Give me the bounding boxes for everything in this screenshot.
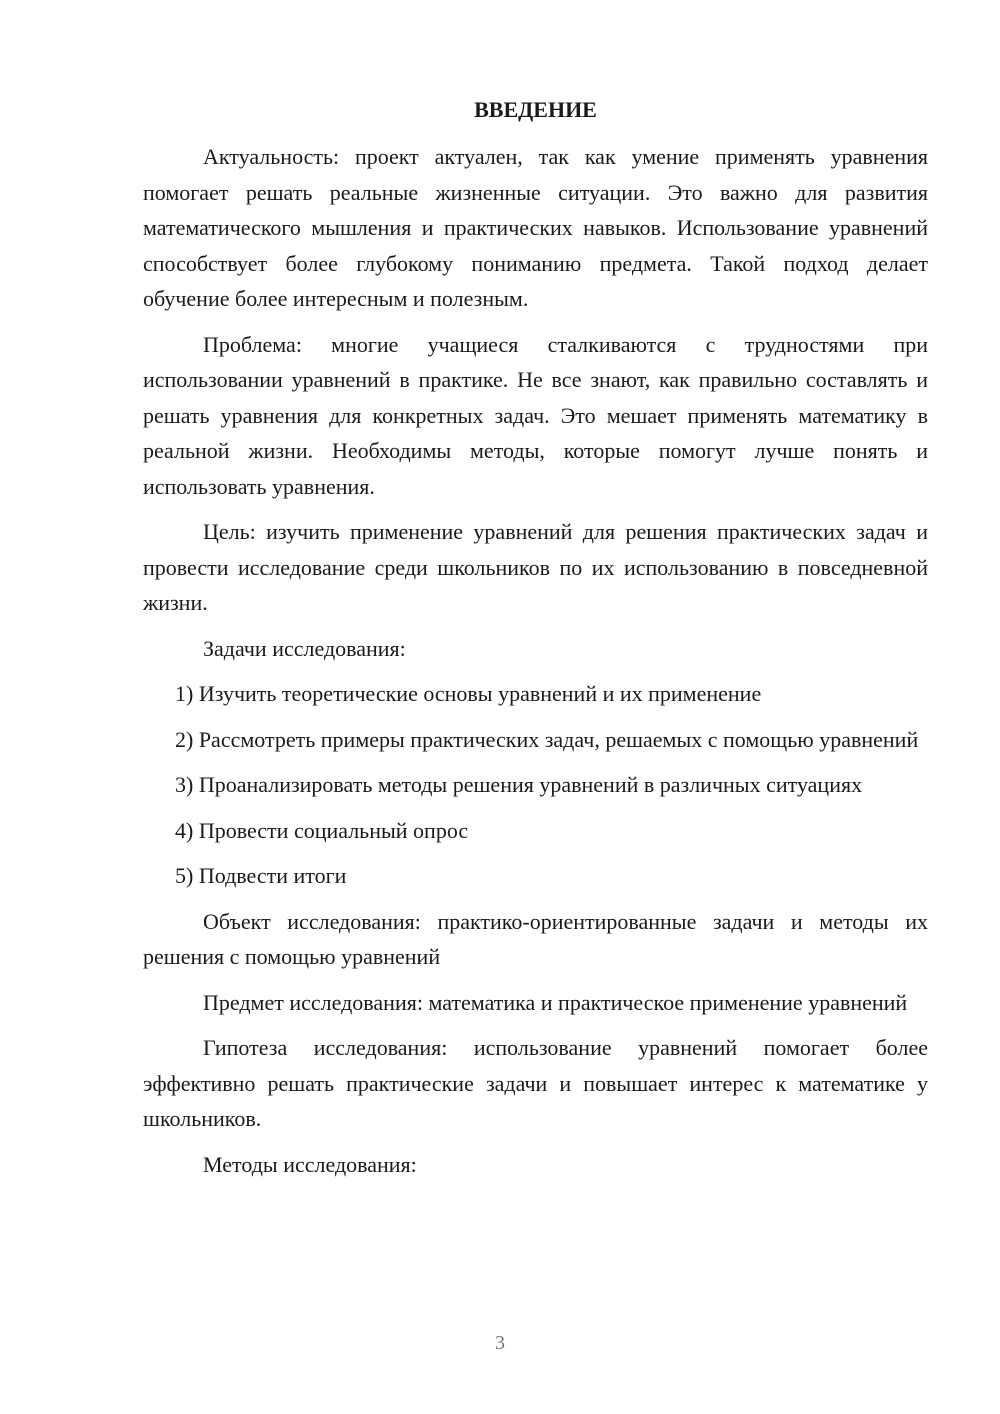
task-item-4: 4) Провести социальный опрос (175, 817, 469, 843)
task-item-5: 5) Подвести итоги (175, 863, 347, 888)
task-item-3: 3) Проанализировать методы решения уравнений в различных ситуациях (175, 772, 863, 797)
relevance-paragraph: Актуальность: проект актуален, так как умение применять уравнения помогает решать реальные жизненные ситуации. Это важно для развития математического мышления и практических навыков. Использование уравнений способствует более глубокому пониманию предмета. Такой подход делает обучение более интересным и полезным. (143, 144, 928, 311)
page-number: 3 (495, 1332, 505, 1354)
task-item-2: 2) Рассмотреть примеры практических задач, решаемых с помощью уравнений (175, 726, 919, 752)
tasks-heading: Задачи исследования: (203, 635, 406, 661)
subject-paragraph: Предмет исследования: математика и практическое применение уравнений (203, 989, 908, 1015)
problem-paragraph: Проблема: многие учащиеся сталкиваются с трудностями при использовании уравнений в практике. Не все знают, как правильно составлять и решать уравнения для конкретных задач. Это мешает применять математику в реальной жизни. Необходимы методы, которые помогут лучше понять и использовать уравнения. (143, 331, 928, 499)
goal-paragraph: Цель: изучить применение уравнений для решения практических задач и провести исследование среди школьников по их использованию в повседневной жизни. (143, 519, 928, 615)
document-page (143, 92, 928, 1192)
methods-heading: Методы исследования: (203, 1151, 417, 1177)
object-paragraph: Объект исследования: практико-ориентированные задачи и методы их решения с помощью уравнений (143, 908, 928, 969)
hypothesis-paragraph: Гипотеза исследования: использование уравнений помогает более эффективно решать практические задачи и повышает интерес к математике у школьников. (143, 1035, 928, 1131)
task-item-1: 1) Изучить теоретические основы уравнений и их применение (175, 681, 762, 706)
section-title: ВВЕДЕНИЕ (474, 97, 597, 122)
